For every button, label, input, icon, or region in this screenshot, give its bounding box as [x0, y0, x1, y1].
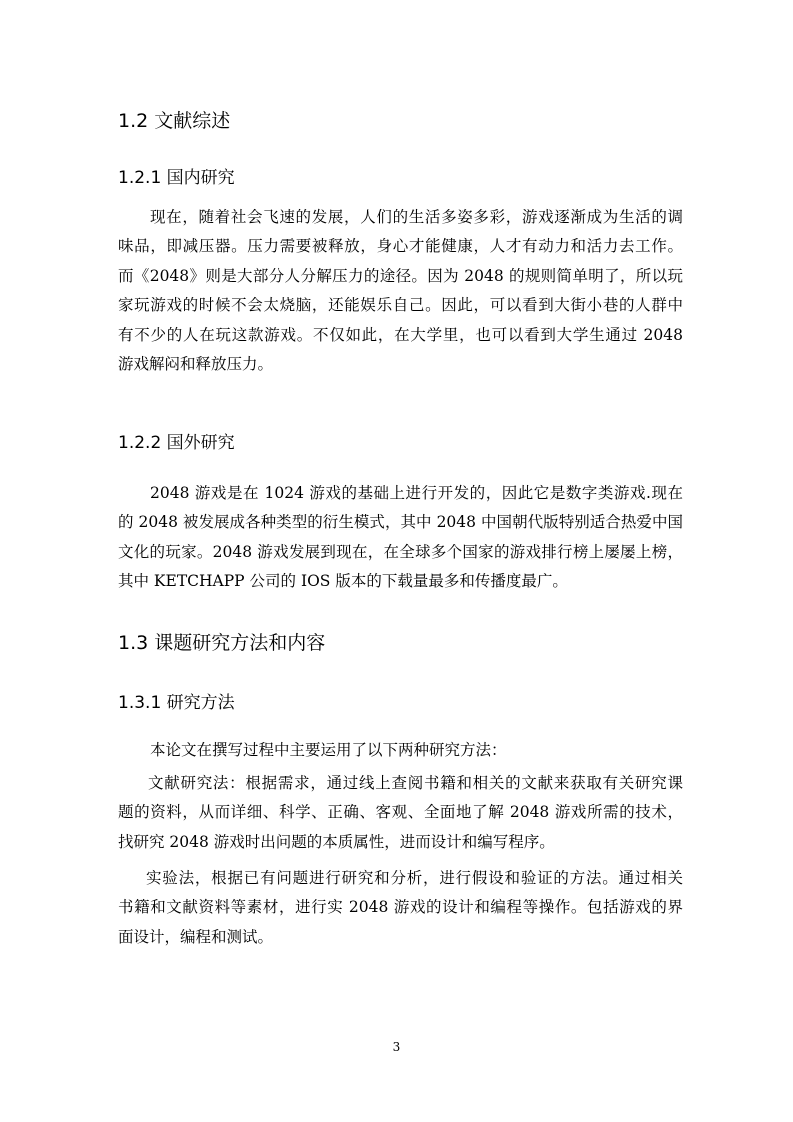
paragraph-literature-method	[118, 769, 683, 857]
text-line: 而《2048》则是大部分人分解压力的途径。因为 2048 的规则简单明了，所以玩	[118, 266, 683, 285]
page-number: 3	[392, 1040, 401, 1054]
text-line: 题的资料，从而详细、科学、正确、客观、全面地了解 2048 游戏所需的技术，	[118, 803, 683, 822]
text-line: 家玩游戏的时候不会太烧脑，还能娱乐自己。因此，可以看到大街小巷的人群中	[118, 296, 683, 315]
paragraph-experiment-method	[118, 864, 683, 952]
text-line: 现在，随着社会飞速的发展，人们的生活多姿多彩，游戏逐渐成为生活的调	[150, 208, 683, 226]
text-line: 实验法，根据已有问题进行研究和分析，进行假设和验证的方法。通过相关	[146, 869, 683, 887]
text-line: 2048 游戏是在 1024 游戏的基础上进行开发的，因此它是数字类游戏.现在	[150, 484, 683, 502]
text-line: 有不少的人在玩这款游戏。不仅如此，在大学里，也可以看到大学生通过 2048	[118, 325, 683, 344]
heading-1-3-1: 1.3.1 研究方法	[118, 693, 235, 713]
text-line: 文献研究法：根据需求，通过线上查阅书籍和相关的文献来获取有关研究课	[148, 774, 683, 792]
paragraph-foreign-research	[118, 479, 683, 597]
text-line: 面设计，编程和测试。	[118, 927, 274, 946]
text-line: 找研究 2048 游戏时出问题的本质属性，进而设计和编写程序。	[118, 832, 555, 851]
heading-1-2: 1.2 文献综述	[118, 110, 231, 132]
text-line: 文化的玩家。2048 游戏发展到现在，在全球多个国家的游戏排行榜上屡屡上榜，	[118, 542, 683, 561]
text-line: 本论文在撰写过程中主要运用了以下两种研究方法：	[150, 741, 507, 759]
heading-1-3: 1.3 课题研究方法和内容	[118, 632, 326, 654]
paragraph-methods-intro	[118, 736, 683, 765]
text-line: 的 2048 被发展成各种类型的衍生模式，其中 2048 中国朝代版特别适合热爱中国	[118, 513, 683, 532]
text-line: 其中 KETCHAPP 公司的 IOS 版本的下载量最多和传播度最广。	[118, 572, 568, 591]
text-line: 游戏解闷和释放压力。	[118, 355, 274, 374]
text-line: 书籍和文献资料等素材，进行实 2048 游戏的设计和编程等操作。包括游戏的界	[118, 898, 683, 917]
paragraph-domestic-research	[118, 203, 683, 379]
text-line: 味品，即减压器。压力需要被释放，身心才能健康，人才有动力和活力去工作。	[118, 237, 683, 256]
heading-1-2-1: 1.2.1 国内研究	[118, 168, 235, 188]
heading-1-2-2: 1.2.2 国外研究	[118, 433, 235, 453]
